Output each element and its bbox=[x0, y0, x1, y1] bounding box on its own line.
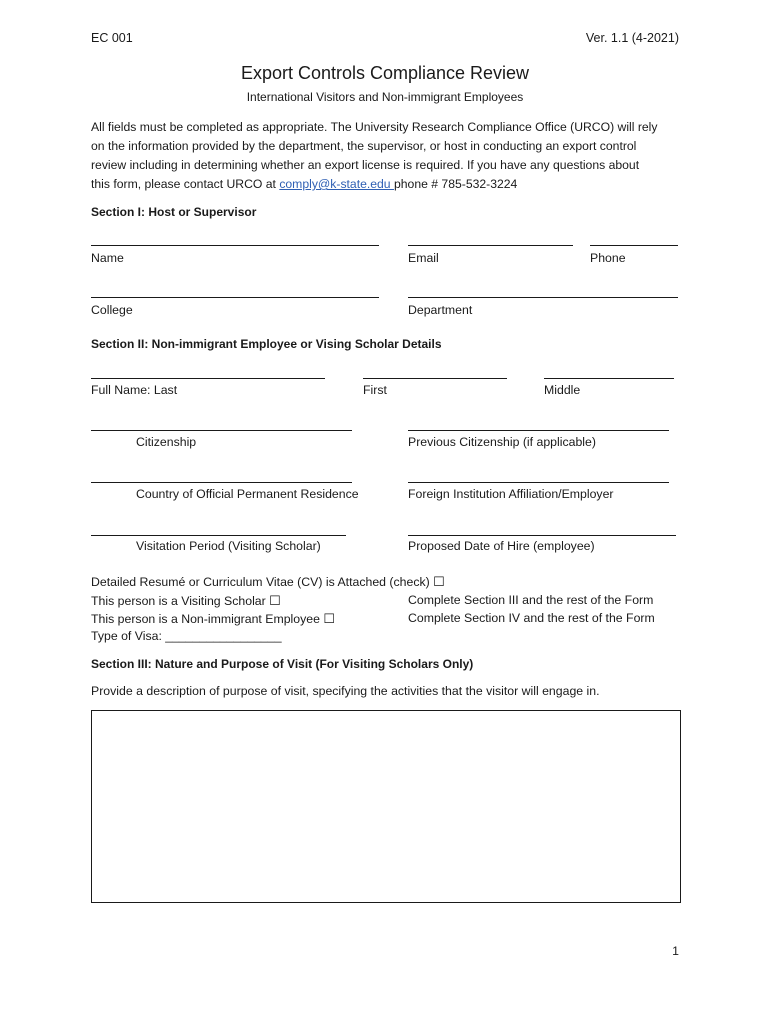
contact-email-link[interactable]: comply@k-state.edu bbox=[279, 177, 394, 191]
visa-type-field[interactable]: Type of Visa: _________________ bbox=[91, 629, 282, 643]
host-phone-field[interactable] bbox=[590, 245, 678, 246]
hire-date-field[interactable] bbox=[408, 535, 676, 536]
first-name-field[interactable] bbox=[363, 378, 507, 379]
section-1-heading: Section I: Host or Supervisor bbox=[91, 205, 257, 219]
last-name-label: Full Name: Last bbox=[91, 383, 178, 397]
purpose-of-visit-textbox[interactable] bbox=[91, 710, 681, 903]
previous-citizenship-field[interactable] bbox=[408, 430, 669, 431]
complete-section-4-note: Complete Section IV and the rest of the Form bbox=[408, 611, 655, 625]
nonimmigrant-label: This person is a Non-immigrant Employee bbox=[91, 612, 320, 626]
host-department-label: Department bbox=[408, 303, 473, 317]
citizenship-label: Citizenship bbox=[136, 435, 197, 449]
complete-section-3-note: Complete Section III and the rest of the Form bbox=[408, 593, 654, 607]
residence-field[interactable] bbox=[91, 482, 352, 483]
host-college-label: College bbox=[91, 303, 133, 317]
intro-line-3: review including in determining whether an export license is required. If you have any questions about bbox=[91, 158, 640, 172]
intro-line-2: on the information provided by the department, the supervisor, or host in conducting an export control bbox=[91, 139, 637, 153]
intro-line-4 bbox=[91, 175, 681, 194]
host-name-field[interactable] bbox=[91, 245, 379, 246]
visitation-period-label: Visitation Period (Visiting Scholar) bbox=[136, 539, 321, 553]
form-code: EC 001 bbox=[91, 31, 133, 45]
cv-attached-checkbox[interactable]: ☐ bbox=[433, 574, 445, 589]
affiliation-label: Foreign Institution Affiliation/Employer bbox=[408, 487, 614, 501]
middle-name-label: Middle bbox=[544, 383, 581, 397]
page-title: Export Controls Compliance Review bbox=[240, 63, 530, 83]
cv-attached-label: Detailed Resumé or Curriculum Vitae (CV) is Attached (check) bbox=[91, 575, 430, 589]
host-department-field[interactable] bbox=[408, 297, 678, 298]
section-3-instruction: Provide a description of purpose of visit, specifying the activities that the visitor will engage in. bbox=[91, 684, 600, 698]
last-name-field[interactable] bbox=[91, 378, 325, 379]
middle-name-field[interactable] bbox=[544, 378, 674, 379]
nonimmigrant-checkbox[interactable]: ☐ bbox=[323, 611, 336, 626]
hire-date-label: Proposed Date of Hire (employee) bbox=[408, 539, 595, 553]
page-number: 1 bbox=[672, 944, 679, 958]
intro-line-4-prefix: this form, please contact URCO at bbox=[91, 177, 280, 191]
section-2-heading: Section II: Non-immigrant Employee or Vising Scholar Details bbox=[91, 337, 442, 351]
intro-line-1: All fields must be completed as appropriate. The University Research Compliance Office (URCO) will rely bbox=[91, 120, 658, 134]
previous-citizenship-label: Previous Citizenship (if applicable) bbox=[408, 435, 596, 449]
first-name-label: First bbox=[363, 383, 387, 397]
host-email-field[interactable] bbox=[408, 245, 573, 246]
host-phone-label: Phone bbox=[590, 251, 626, 265]
host-college-field[interactable] bbox=[91, 297, 379, 298]
page-subtitle: International Visitors and Non-immigrant Employees bbox=[246, 90, 524, 104]
host-name-label: Name bbox=[91, 251, 124, 265]
visiting-scholar-row bbox=[91, 593, 281, 609]
form-version: Ver. 1.1 (4-2021) bbox=[585, 31, 679, 45]
nonimmigrant-row bbox=[91, 611, 335, 627]
citizenship-field[interactable] bbox=[91, 430, 352, 431]
cv-attached-row bbox=[91, 574, 445, 590]
visiting-scholar-checkbox[interactable]: ☐ bbox=[269, 593, 281, 608]
visitation-period-field[interactable] bbox=[91, 535, 346, 536]
intro-line-4-suffix: phone # 785-532-3224 bbox=[393, 177, 518, 191]
section-3-heading: Section III: Nature and Purpose of Visit (For Visiting Scholars Only) bbox=[91, 657, 474, 671]
residence-label: Country of Official Permanent Residence bbox=[136, 487, 359, 501]
host-email-label: Email bbox=[408, 251, 439, 265]
affiliation-field[interactable] bbox=[408, 482, 669, 483]
intro-paragraph bbox=[91, 118, 681, 194]
visiting-scholar-label: This person is a Visiting Scholar bbox=[91, 594, 266, 608]
